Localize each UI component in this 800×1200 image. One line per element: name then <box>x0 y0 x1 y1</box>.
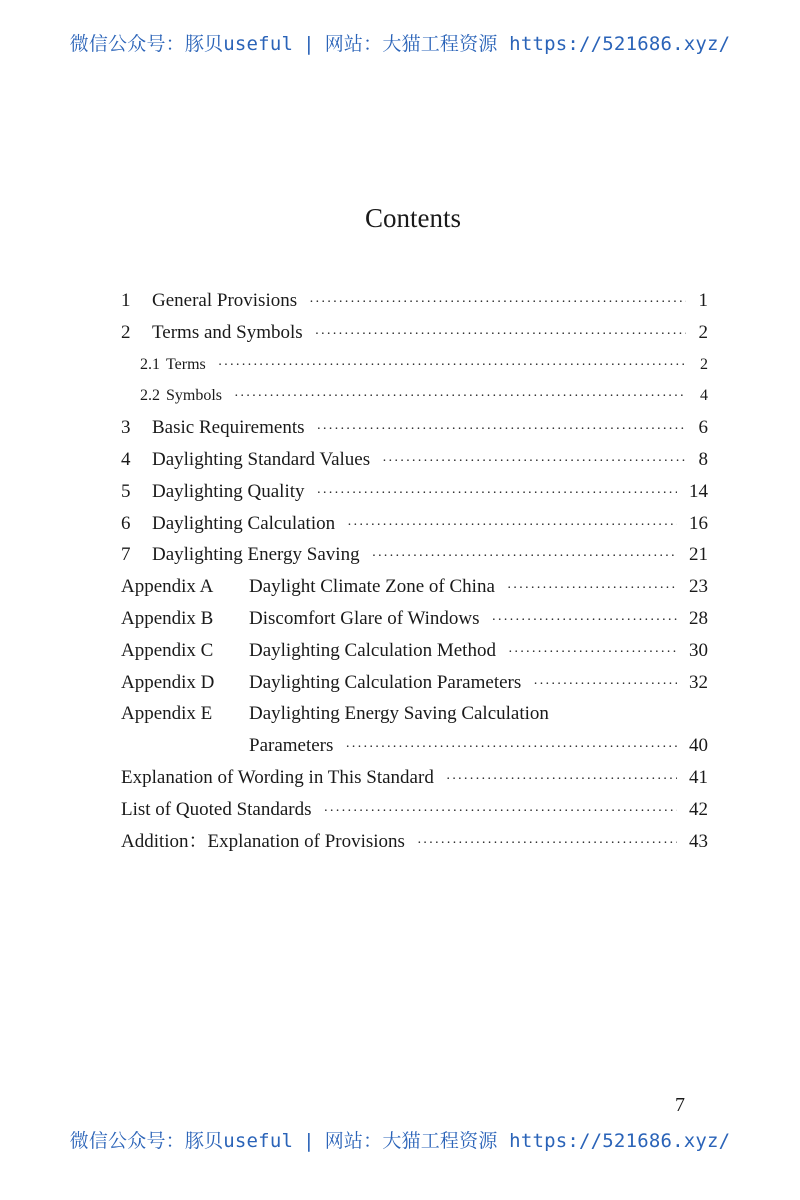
toc-entry-number: 5 <box>121 480 131 502</box>
watermark-site-text: 网站：大猫工程资源 https://521686.xyz/ <box>324 1130 731 1152</box>
toc-entry-number: 2.2 <box>140 387 160 405</box>
toc-entry-number: 1 <box>121 290 131 311</box>
table-of-contents <box>121 285 708 857</box>
toc-leader-dots <box>507 573 677 605</box>
watermark-wechat-text: 微信公众号：豚贝useful <box>69 33 294 55</box>
toc-entry-page: 8 <box>698 448 708 470</box>
watermark-separator: | <box>303 33 315 55</box>
toc-entry-number: Appendix B <box>121 607 214 629</box>
toc-entry-label: Daylighting Calculation <box>152 512 336 534</box>
toc-leader-dots <box>382 446 686 478</box>
toc-entry-label: Daylighting Standard Values <box>152 448 371 470</box>
toc-entry-page: 6 <box>698 417 708 439</box>
toc-entry-number: Appendix D <box>121 671 215 693</box>
toc-entry-number: 2.1 <box>140 355 160 373</box>
toc-leader-dots <box>533 669 677 701</box>
watermark-wechat-text: 微信公众号：豚贝useful <box>69 1130 294 1152</box>
toc-entry-label: Daylighting Calculation Parameters <box>249 671 522 693</box>
watermark-separator: | <box>303 1130 315 1152</box>
toc-entry <box>121 762 708 794</box>
toc-entry-label: General Provisions <box>152 290 298 311</box>
toc-entry-page: 4 <box>700 387 708 405</box>
toc-subentry <box>121 349 708 381</box>
toc-entry <box>121 444 708 476</box>
toc-subentry <box>121 380 708 412</box>
toc-entry <box>121 317 708 349</box>
toc-leader-dots <box>508 637 677 669</box>
toc-leader-dots <box>446 764 677 796</box>
page-number: 7 <box>675 1094 685 1116</box>
toc-entry-label: Explanation of Wording in This Standard <box>121 766 434 788</box>
toc-entry-label: Daylight Climate Zone of China <box>249 576 495 598</box>
toc-entry-label: Daylighting Quality <box>152 480 305 502</box>
toc-entry-page: 1 <box>698 290 708 311</box>
toc-leader-dots <box>347 510 677 542</box>
toc-entry-page: 23 <box>689 576 708 598</box>
toc-entry-number: 2 <box>121 321 131 343</box>
watermark-top <box>0 29 800 56</box>
toc-entry-label: Daylighting Calculation Method <box>249 639 496 661</box>
toc-entry <box>121 285 708 317</box>
watermark-bottom <box>0 1126 800 1153</box>
toc-entry-number: 6 <box>121 512 131 534</box>
toc-entry-page: 40 <box>689 735 708 757</box>
toc-entry-page: 41 <box>689 766 708 788</box>
toc-appendix-entry-continued <box>121 730 708 762</box>
toc-entry <box>121 476 708 508</box>
toc-entry-number: Appendix E <box>121 703 213 725</box>
toc-appendix-entry <box>121 698 708 730</box>
toc-entry <box>121 539 708 571</box>
toc-entry-page: 21 <box>689 544 708 566</box>
toc-appendix-entry <box>121 571 708 603</box>
toc-appendix-entry <box>121 635 708 667</box>
watermark-site-text: 网站：大猫工程资源 https://521686.xyz/ <box>324 33 731 55</box>
toc-entry-page: 16 <box>689 512 708 534</box>
toc-leader-dots <box>372 541 677 573</box>
toc-appendix-entry <box>121 667 708 699</box>
toc-entry <box>121 508 708 540</box>
toc-entry-label: Terms <box>166 355 206 373</box>
toc-entry <box>121 826 708 858</box>
toc-entry-label: Terms and Symbols <box>152 321 303 343</box>
toc-entry <box>121 794 708 826</box>
toc-entry-number: 7 <box>121 544 131 566</box>
toc-entry-number: 3 <box>121 417 131 439</box>
toc-entry-label: Addition：Explanation of Provisions <box>121 830 405 852</box>
toc-leader-dots <box>315 319 686 351</box>
toc-entry-label: Parameters <box>249 735 334 757</box>
toc-entry-page: 30 <box>689 639 708 661</box>
toc-entry-label: Basic Requirements <box>152 417 305 439</box>
toc-entry <box>121 412 708 444</box>
toc-leader-dots <box>417 828 677 860</box>
toc-entry-label: Daylighting Energy Saving Calculation <box>249 703 549 725</box>
page-title: Contents <box>364 203 461 233</box>
toc-entry-page: 32 <box>689 671 708 693</box>
toc-entry-page: 43 <box>689 830 708 852</box>
toc-entry-page: 42 <box>689 798 708 820</box>
toc-entry-page: 14 <box>689 480 708 502</box>
toc-entry-page: 2 <box>700 355 708 373</box>
toc-leader-dots <box>309 287 686 319</box>
toc-leader-dots <box>317 414 687 446</box>
toc-entry-label: Symbols <box>166 387 223 405</box>
toc-leader-dots <box>345 732 677 764</box>
toc-leader-dots <box>234 381 686 413</box>
toc-entry-label: List of Quoted Standards <box>121 798 312 820</box>
toc-entry-number: Appendix C <box>121 639 214 661</box>
toc-entry-label: Discomfort Glare of Windows <box>249 607 480 629</box>
toc-leader-dots <box>218 350 686 382</box>
toc-leader-dots <box>324 796 677 828</box>
toc-entry-label: Daylighting Energy Saving <box>152 544 360 566</box>
toc-entry-page: 28 <box>689 607 708 629</box>
toc-leader-dots <box>492 605 677 637</box>
toc-entry-number: Appendix A <box>121 576 214 598</box>
toc-leader-dots <box>317 478 677 510</box>
toc-entry-number: 4 <box>121 448 131 470</box>
toc-appendix-entry <box>121 603 708 635</box>
toc-entry-page: 2 <box>698 321 708 343</box>
